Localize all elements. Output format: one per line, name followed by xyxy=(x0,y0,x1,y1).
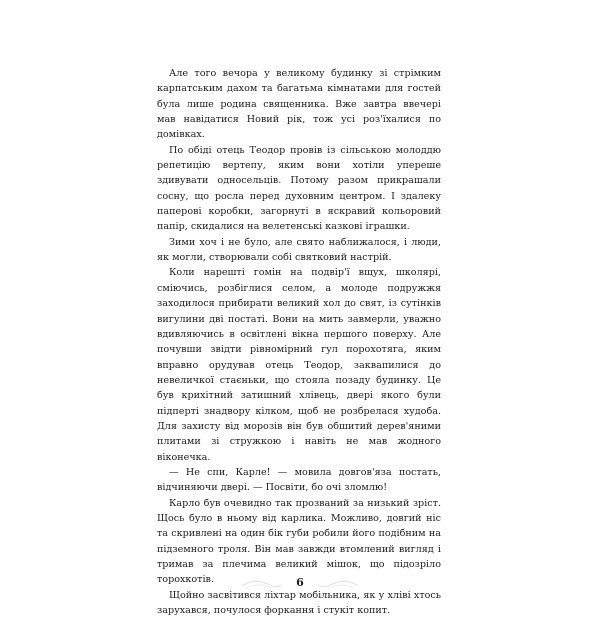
paragraph-3: Зими хоч і не було, але свято наближалося, і люди, як могли, створювали собі святковий настрій. xyxy=(157,236,441,264)
paragraph-4: Коли нарешті гомін на подвір'ї вщух, школярі, сміючись, розбіглися селом, а молоде подружжя заходилося прибирати великий хол до свят, із сутінків вигулини дві постаті. Вони на мить завмерли, уважно вдивляючись в освітлені вікна першого поверху. Але почувши звідти рівномірний гул порохотяга, яким вправно орудував отець Теодор, заквапилися до невеличкої стаєньки, що стояла позаду будинку. Це був крихітний затишний хлівець, двері якого були підперті знадвору кілком, щоб не розбрелася худоба. Для захисту від морозів він був обшитий дерев'яними плитами зі стружкою і навіть не мав жодного віконечка. xyxy=(157,267,441,463)
paragraph-6: Карло був очевидно так прозваний за низький зріст. Щось було в ньому від карлика. Можливо, довгий ніс та скривлені на один бік губи робили його подібним на підземного троля. Він мав завжди втомлений вигляд і тримав за плечима великий мішок, що підозріло торохкотів. xyxy=(157,497,441,586)
paragraph-5: — Не спи, Карле! — мовила довгов'яза постать, відчиняючи двері. — Посвіти, бо очі зломлю! xyxy=(157,466,441,494)
page-number: 6 xyxy=(296,576,304,589)
body-text xyxy=(157,66,441,618)
paragraph-2: По обіді отець Теодор провів із сільською молоддю репетицію вертепу, яким вони хотіли упереше здивувати односельців. Потому разом прикрашали сосну, що росла перед духовним центром. І здалеку паперові коробки, загорнуті в яскравий кольоровий папір, скидалися на велетенські казкові іграшки. xyxy=(157,144,441,233)
page-footer xyxy=(240,574,360,596)
paragraph-7: Щойно засвітився ліхтар мобільника, як у хліві хтось зарухався, почулося форкання і стукіт копит. xyxy=(157,589,441,617)
paragraph-1: Але того вечора у великому будинку зі стрімким карпатським дахом та багатьма кімнатами для гостей була лише родина священника. Вже завтра ввечері мав навідатися Новий рік, тож усі роз'їхалися по домівках. xyxy=(157,68,441,141)
right-ornament-icon xyxy=(316,578,360,592)
